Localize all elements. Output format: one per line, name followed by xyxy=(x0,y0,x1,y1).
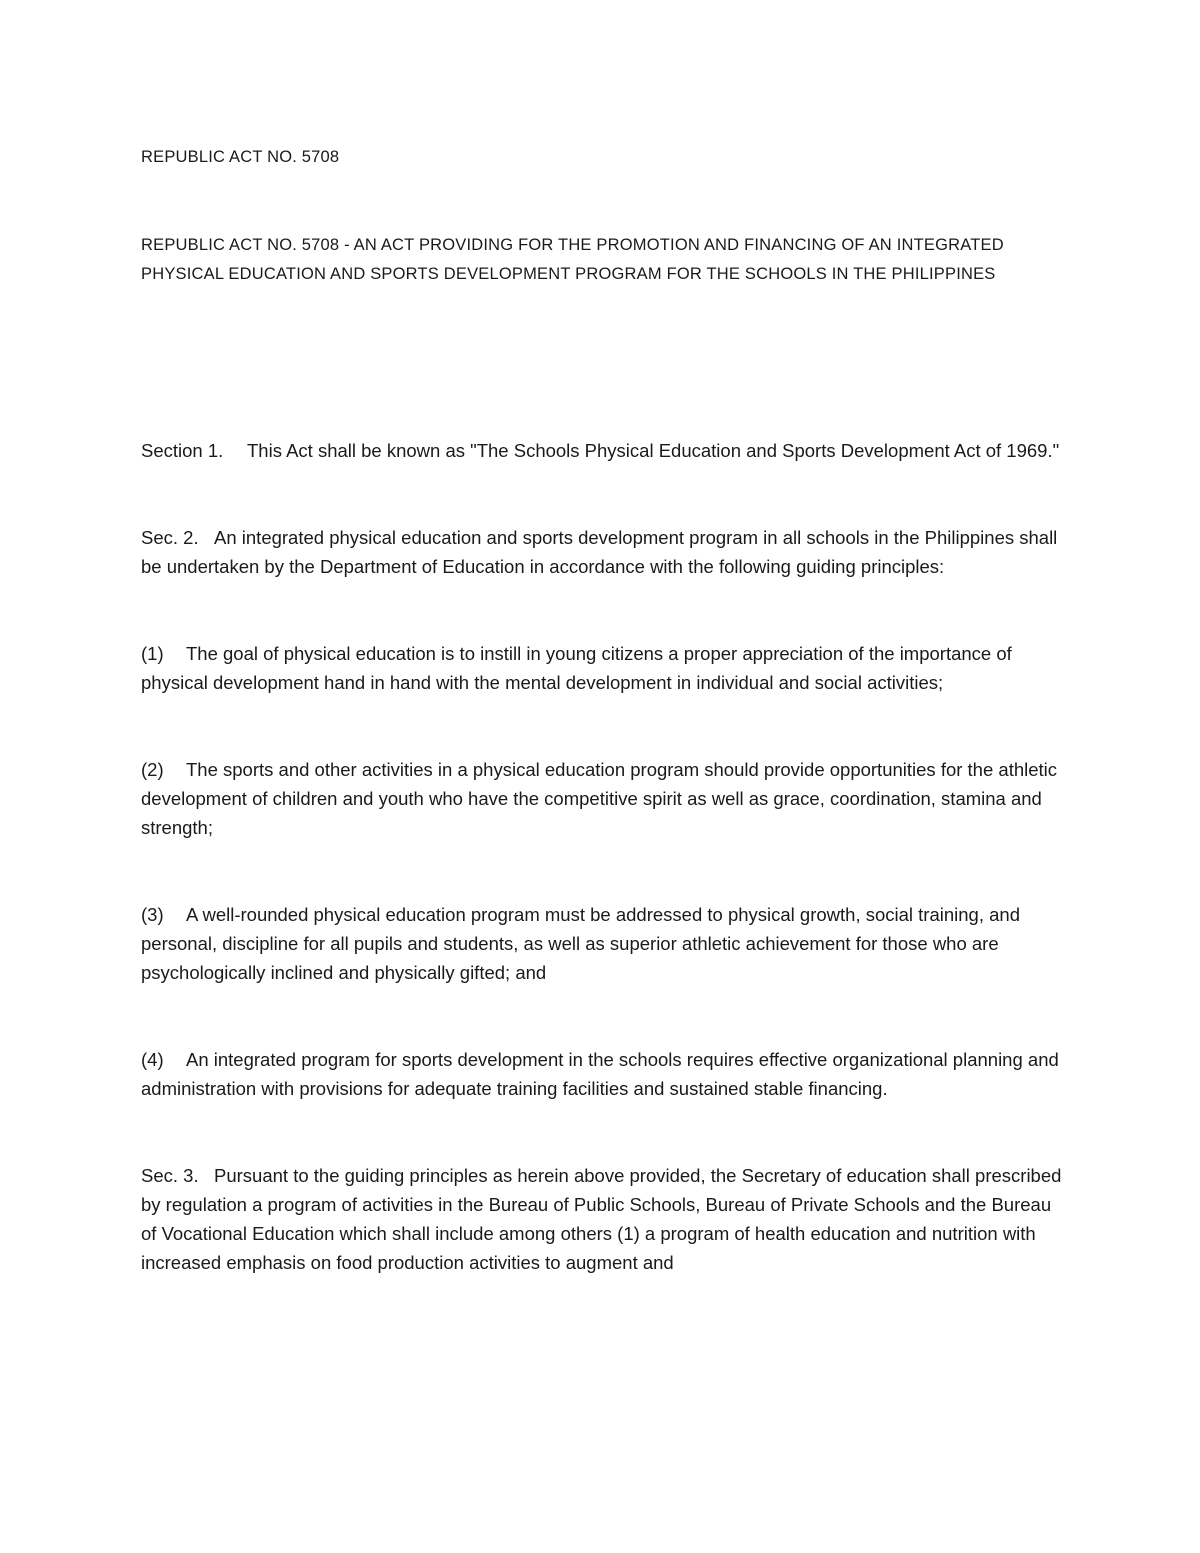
section-text: An integrated physical education and sports development program in all schools in the Philippines shall be undertaken by the Department of Education in accordance with the following guiding principles: xyxy=(141,527,1058,577)
section-3-paragraph xyxy=(141,1161,1066,1277)
section-text: Pursuant to the guiding principles as herein above provided, the Secretary of education shall prescribed by regulation a program of activities in the Bureau of Public Schools, Bureau of Private Schools and the Bureau of Vocational Education which shall include among others (1) a program of health education and nutrition with increased emphasis on food production activities to augment and xyxy=(141,1165,1062,1273)
principle-text: An integrated program for sports development in the schools requires effective organizational planning and administration with provisions for adequate training facilities and sustained stable financing. xyxy=(141,1049,1059,1099)
section-label: Sec. 3. xyxy=(141,1165,199,1186)
principle-4-paragraph xyxy=(141,1045,1066,1103)
document-body xyxy=(141,143,1066,1277)
section-2-paragraph xyxy=(141,523,1066,581)
principle-label: (1) xyxy=(141,643,164,664)
principle-label: (3) xyxy=(141,904,164,925)
section-1-paragraph xyxy=(141,436,1066,465)
principle-label: (2) xyxy=(141,759,164,780)
section-label: Sec. 2. xyxy=(141,527,199,548)
section-text: This Act shall be known as "The Schools Physical Education and Sports Development Act of 1969." xyxy=(247,440,1060,461)
principle-2-paragraph xyxy=(141,755,1066,842)
principle-text: The sports and other activities in a physical education program should provide opportunities for the athletic development of children and youth who have the competitive spirit as well as grace, coordination, stamina and strength; xyxy=(141,759,1058,838)
principle-text: The goal of physical education is to instill in young citizens a proper appreciation of the importance of physical development hand in hand with the mental development in individual and social activities; xyxy=(141,643,1012,693)
principle-label: (4) xyxy=(141,1049,164,1070)
principle-1-paragraph xyxy=(141,639,1066,697)
section-label: Section 1. xyxy=(141,440,224,461)
principle-3-paragraph xyxy=(141,900,1066,987)
act-title: REPUBLIC ACT NO. 5708 - AN ACT PROVIDING FOR THE PROMOTION AND FINANCING OF AN INTEGRATED PHYSICAL EDUCATION AND SPORTS DEVELOPMENT PROGRAM FOR THE SCHOOLS IN THE PHILIPPINES xyxy=(141,236,1004,283)
principle-text: A well-rounded physical education program must be addressed to physical growth, social training, and personal, discipline for all pupils and students, as well as superior athletic achievement for those who are psychologically inclined and physically gifted; and xyxy=(141,904,1020,983)
document-heading: REPUBLIC ACT NO. 5708 xyxy=(141,148,340,166)
